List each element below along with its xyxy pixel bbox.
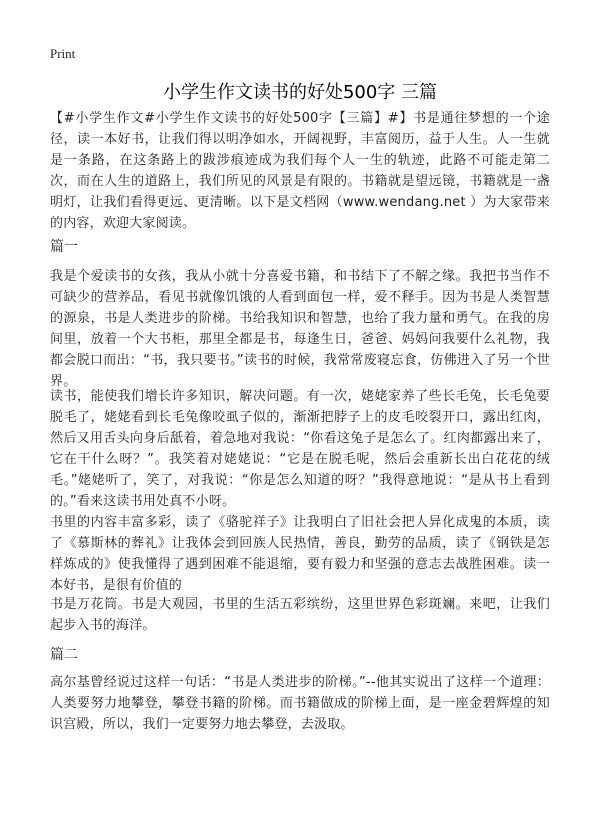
section-2-paragraph-1: 高尔基曾经说过这样一句话：“书是人类进步的阶梯。”--他其实说出了这样一个道理：人类要努力地攀登，攀登书籍的阶梯。而书籍做成的阶梯上面，是一座金碧辉煌的知识宫殿，所以，我们一定要努力地去攀登，去汲取。 (50, 675, 550, 732)
print-label: Print (50, 46, 76, 61)
intro-paragraph: 【#小学生作文#小学生作文读书的好处500字【三篇】#】书是通往梦想的一个途径，读一本好书，让我们得以明净如水，开阔视野，丰富阅历，益于人生。人一生就是一条路，在这条路上的跋涉痕迹成为我们每个人一生的轨迹，此路不可能走第二次，而在人生的道路上，我们所见的风景是有限的。书籍就是望远镜，书籍就是一盏明灯，让我们看得更远、更清晰。以下是文档网（www.wendang.net ）为大家带来的内容，欢迎大家阅读。 (50, 111, 550, 231)
section-1-paragraph-2: 读书，能使我们增长许多知识，解决问题。有一次，姥姥家养了些长毛兔，长毛兔要脱毛了，姥姥看到长毛兔像咬虱子似的，渐渐把脖子上的皮毛咬裂开口，露出红肉，然后又用舌头向身后舐着，着急地对我说：“你看这兔子是怎么了。红肉都露出来了，它在干什么呀？”。我笑着对姥姥说：“它是在脱毛呢，然后会重新长出白花花的绒毛。”姥姥听了，笑了，对我说：“你是怎么知道的呀？”我得意地说：“是从书上看到的。”看来这读书用处真不小呀。 (50, 389, 550, 509)
section-1-paragraph-3: 书里的内容丰富多彩，读了《骆驼祥子》让我明白了旧社会把人异化成鬼的本质，读了《慕斯林的葬礼》让我体会到回族人民热情，善良，勤劳的品质，读了《钢铁是怎样炼成的》使我懂得了遇到困难不能退缩，要有毅力和坚强的意志去战胜困难。读一本好书，是很有价值的 (50, 515, 550, 593)
section-heading-2: 篇二 (50, 647, 78, 663)
section-1-paragraph-4: 书是万花筒。书是大观园，书里的生活五彩缤纷，这里世界色彩斑斓。来吧，让我们起步入书的海洋。 (50, 597, 550, 633)
section-1-paragraph-1: 我是个爱读书的女孩，我从小就十分喜爱书籍，和书结下了不解之缘。我把书当作不可缺少的营养品，看见书就像饥饿的人看到面包一样，爱不释手。因为书是人类智慧的源泉，书是人类进步的阶梯。书给我知识和智慧，也给了我力量和勇气。在我的房间里，放着一个大书柜，那里全都是书，每逢生日，爸爸、妈妈问我要什么礼物，我都会脱口而出：“书，我只要书。”读书的时候，我常常废寝忘食，仿佛进入了另一个世界。 (50, 269, 550, 389)
section-heading-1: 篇一 (50, 239, 78, 255)
page-title: 小学生作文读书的好处500字 三篇 (162, 82, 438, 103)
